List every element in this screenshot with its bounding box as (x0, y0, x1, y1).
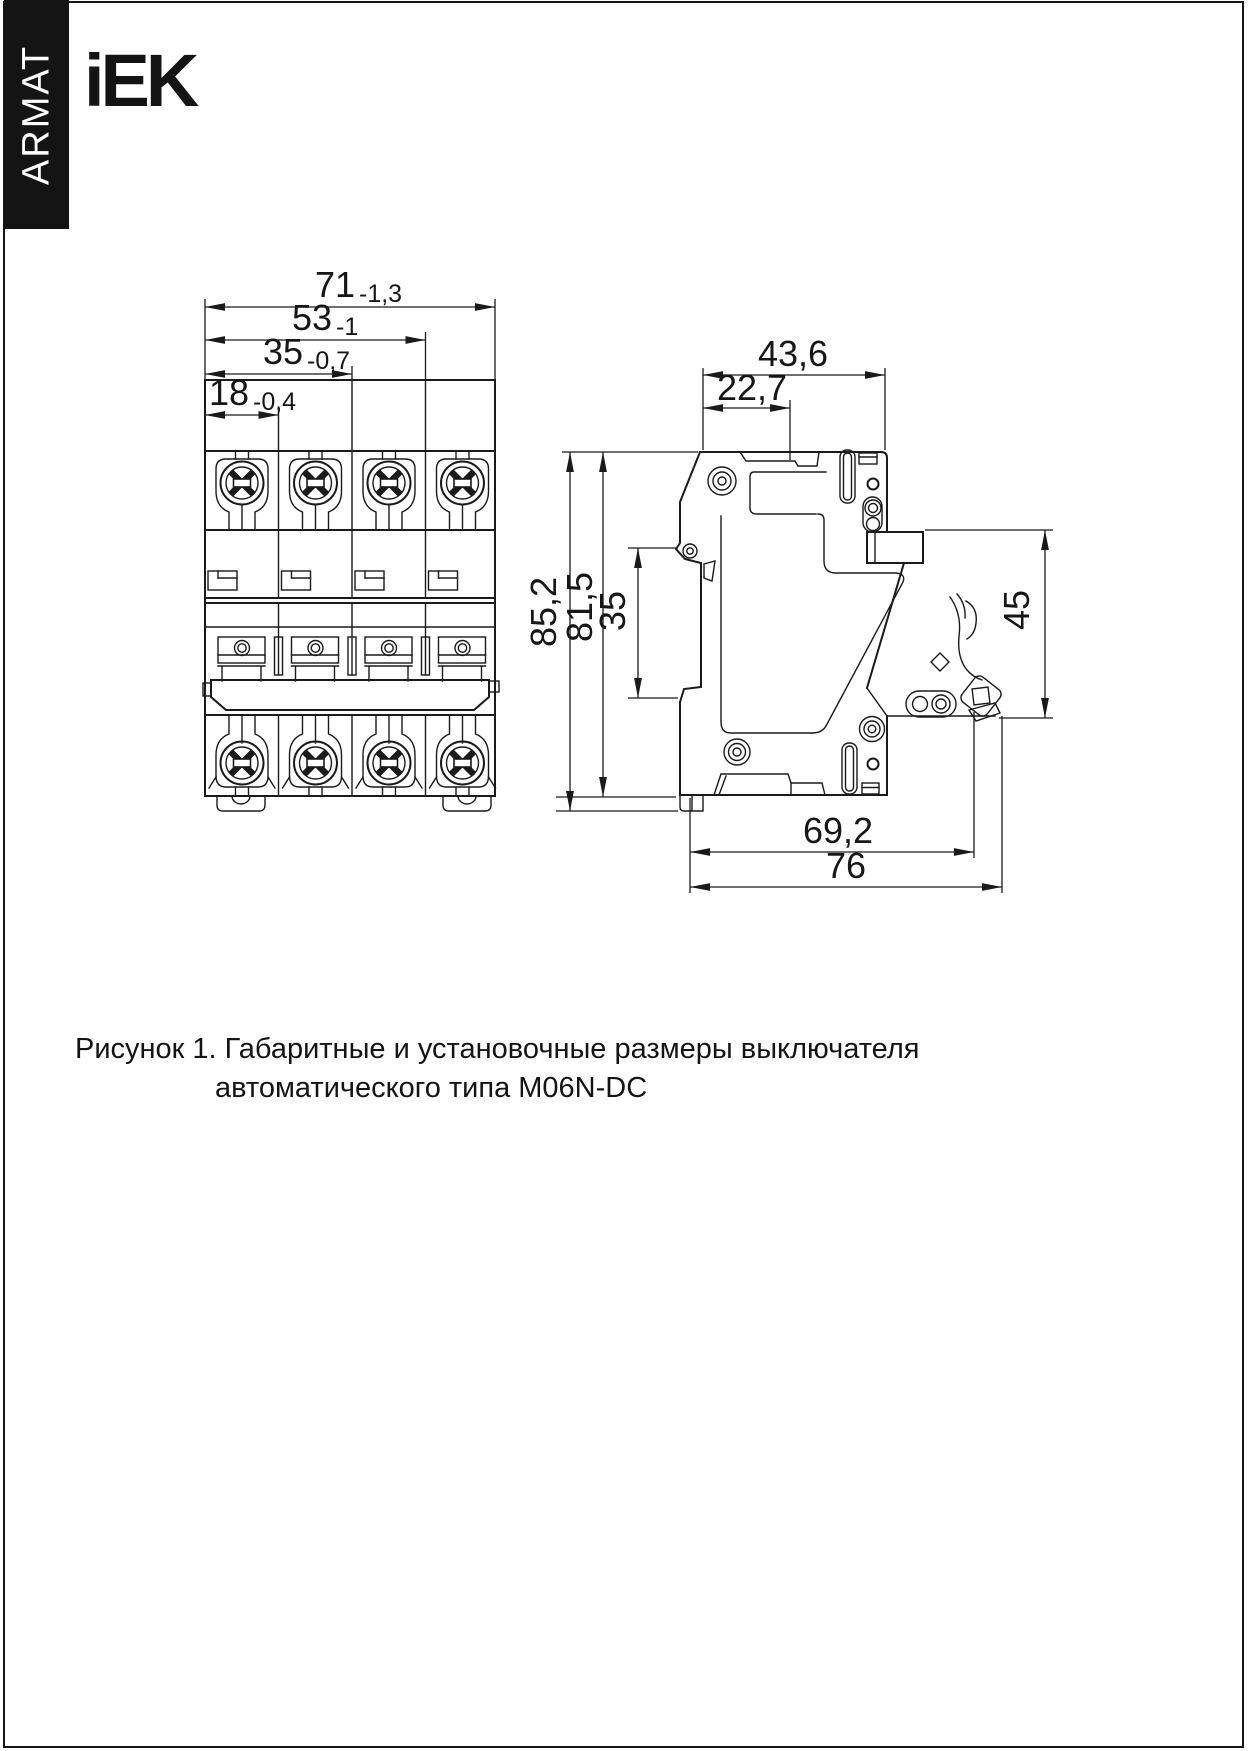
figure-caption-line2: автоматического типа M06N-DC (215, 1072, 648, 1104)
side-view (523, 333, 1053, 893)
din-rail-hook (867, 532, 923, 563)
dim-tolerance-71: -1,3 (359, 280, 403, 308)
dim-label-18: 18 (208, 372, 250, 413)
din-clip-slide (714, 774, 825, 795)
brand-banner-text: ARMAT (15, 44, 57, 185)
figure-caption (75, 1030, 919, 1108)
rivets (708, 467, 885, 765)
dim-label-35: 35 (262, 331, 304, 372)
dim-label-53: 53 (291, 297, 333, 338)
dim-label-71: 71 (314, 264, 356, 305)
dim-label-35-side: 35 (592, 590, 633, 632)
handle-bar (203, 680, 499, 710)
dim-tolerance-35: -0,7 (307, 347, 351, 375)
front-view-body (205, 380, 495, 796)
dim-tolerance-53: -1 (336, 313, 359, 341)
dim-label-81-5: 81,5 (559, 571, 600, 643)
dim-tolerance-18: -0,4 (253, 388, 297, 416)
iek-logo: iEK (84, 39, 196, 122)
din-slot-top (840, 450, 882, 532)
din-slot-bottom (842, 743, 879, 794)
mounting-feet (217, 796, 491, 811)
latch-mechanism (906, 594, 1003, 721)
dim-label-22-7: 22,7 (716, 367, 788, 408)
side-view-dimensions (523, 333, 1053, 893)
dim-label-43-6: 43,6 (757, 333, 829, 374)
front-view (203, 264, 499, 811)
figure-caption-line1: Рисунок 1. Габаритные и установочные размеры выключателя (75, 1033, 920, 1065)
dim-label-76: 76 (825, 845, 867, 886)
dim-label-45: 45 (996, 589, 1037, 631)
pole-windows (208, 571, 486, 681)
side-view-body (676, 450, 1003, 811)
dim-label-69-2: 69,2 (802, 810, 874, 851)
dim-label-85-2: 85,2 (523, 576, 564, 648)
front-view-dimensions (205, 264, 495, 416)
